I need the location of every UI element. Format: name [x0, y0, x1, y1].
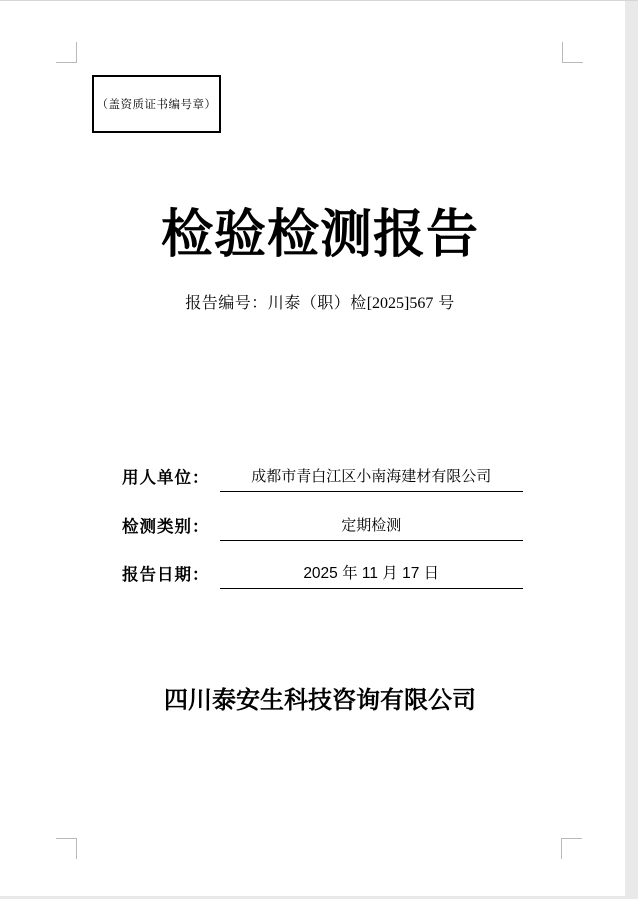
report-number-suffix: 号: [433, 295, 455, 312]
issuing-company-name: 四川泰安生科技咨询有限公司: [164, 688, 476, 714]
field-label-report-date: 报告日期：: [122, 566, 210, 584]
field-row-employer: [122, 464, 523, 492]
margin-corner-mark-bottom-right: [561, 838, 582, 859]
margin-corner-mark-top-right: [562, 42, 583, 63]
field-label-test-category: 检测类别：: [122, 518, 210, 536]
margin-corner-mark-top-left: [56, 42, 77, 63]
margin-corner-mark-bottom-left: [56, 838, 77, 859]
report-number-line: [77, 292, 563, 316]
report-number-serial: [2025]567: [366, 295, 434, 312]
certificate-stamp-placeholder-box: [92, 75, 221, 133]
report-cover-page: [0, 1, 625, 896]
report-title: 检验检测报告: [160, 207, 479, 264]
report-number-prefix: 报告编号：川泰（职）检: [185, 295, 367, 312]
field-label-employer: 用人单位：: [122, 469, 210, 487]
field-value-report-date: 2025 年 11 月 17 日: [220, 561, 524, 589]
field-value-test-category: 定期检测: [220, 514, 524, 541]
field-value-employer: 成都市青白江区小南海建材有限公司: [220, 465, 524, 492]
field-row-report-date: [122, 561, 523, 589]
stamp-placeholder-text: （盖资质证书编号章）: [96, 99, 217, 111]
page-top-edge-line: [0, 0, 638, 1]
field-row-test-category: [122, 513, 523, 541]
